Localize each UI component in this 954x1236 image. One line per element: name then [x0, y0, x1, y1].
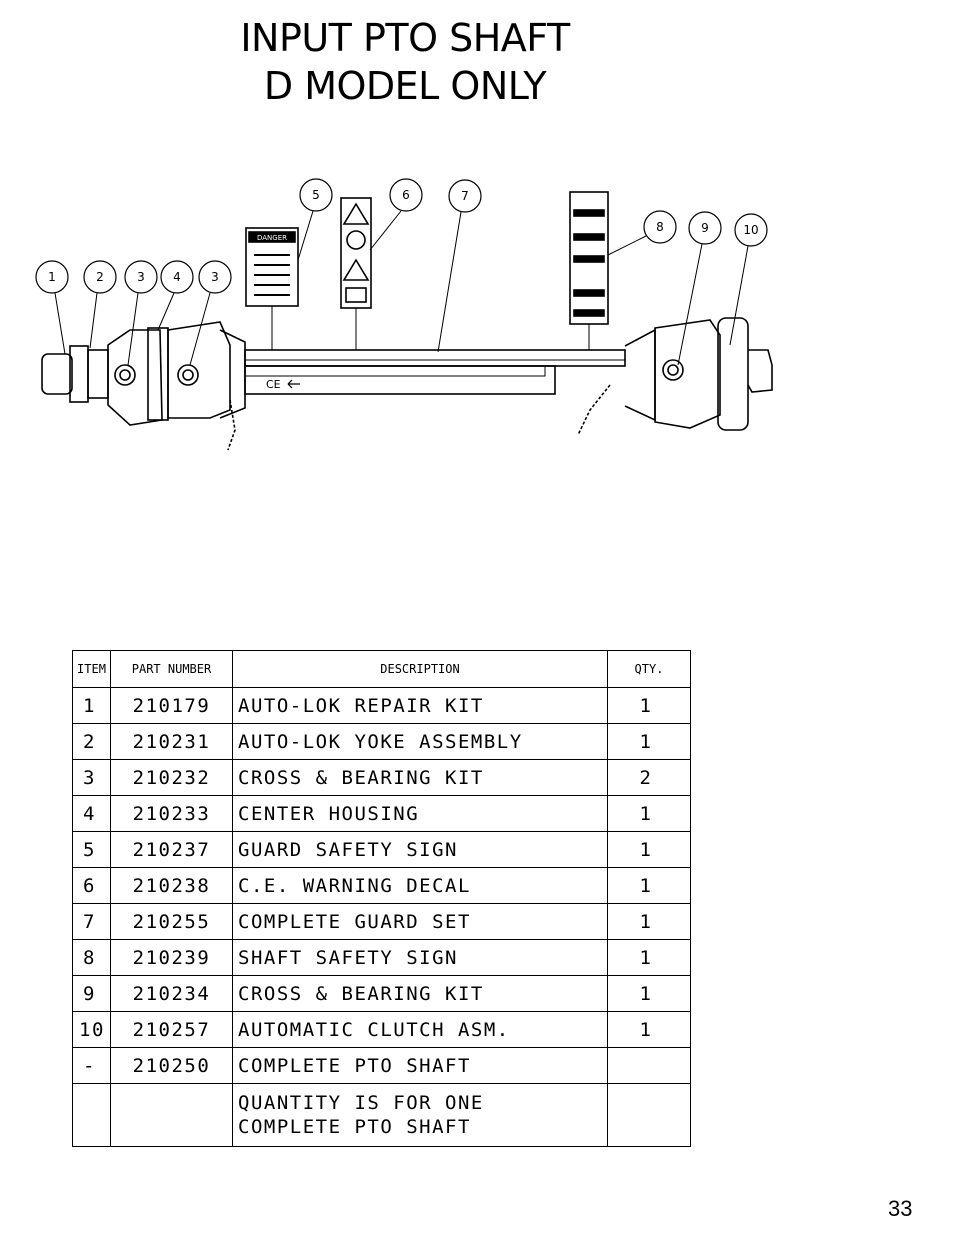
item-cell: 4 [73, 796, 111, 832]
part-number-cell: 210231 [111, 724, 233, 760]
svg-text:CE: CE [266, 378, 281, 391]
table-row [73, 796, 691, 832]
part-number-cell: 210257 [111, 1012, 233, 1048]
callout-7: 7 [461, 189, 469, 203]
qty-cell: 1 [608, 904, 691, 940]
item-cell: 6 [73, 868, 111, 904]
qty-cell: 1 [608, 796, 691, 832]
qty-cell: 1 [608, 688, 691, 724]
item-cell: 5 [73, 832, 111, 868]
sign-danger-label: DANGER [256, 234, 288, 242]
item-cell: 2 [73, 724, 111, 760]
part-number-cell: 210179 [111, 688, 233, 724]
part-number-cell: 210234 [111, 976, 233, 1012]
part-number-cell: 210232 [111, 760, 233, 796]
header-item: ITEM [73, 651, 111, 688]
table-row [73, 868, 691, 904]
qty-cell: 1 [608, 724, 691, 760]
callout-9: 9 [701, 221, 709, 235]
callout-6: 6 [402, 188, 410, 202]
item-cell: 10 [73, 1012, 111, 1048]
item-cell: 8 [73, 940, 111, 976]
callout-2: 2 [96, 270, 104, 284]
part-number-cell: 210255 [111, 904, 233, 940]
description-cell: AUTOMATIC CLUTCH ASM. [233, 1012, 608, 1048]
pto-shaft-drawing [30, 170, 810, 470]
part-number-cell: 210233 [111, 796, 233, 832]
header-part-number: PART NUMBER [111, 651, 233, 688]
description-cell: AUTO-LOK YOKE ASSEMBLY [233, 724, 608, 760]
part-number-cell: 210237 [111, 832, 233, 868]
callout-8: 8 [656, 220, 664, 234]
quantity-note-line-1: QUANTITY IS FOR ONE [238, 1092, 484, 1114]
description-cell: CENTER HOUSING [233, 796, 608, 832]
empty-qty-cell [608, 1084, 691, 1147]
callout-10: 10 [743, 223, 759, 237]
page-number: 33 [888, 1196, 913, 1221]
quantity-note-line-2: COMPLETE PTO SHAFT [238, 1116, 471, 1138]
qty-cell: 2 [608, 760, 691, 796]
table-row [73, 688, 691, 724]
table-row [73, 832, 691, 868]
table-row [73, 976, 691, 1012]
item-cell: - [73, 1048, 111, 1084]
callout-1: 1 [48, 270, 56, 284]
table-row [73, 940, 691, 976]
qty-cell [608, 1048, 691, 1084]
header-qty: QTY. [608, 651, 691, 688]
table-note-row [73, 1084, 691, 1147]
empty-part-cell [111, 1084, 233, 1147]
qty-cell: 1 [608, 1012, 691, 1048]
item-cell: 9 [73, 976, 111, 1012]
qty-cell: 1 [608, 976, 691, 1012]
empty-item-cell [73, 1084, 111, 1147]
page-title-line-1: INPUT PTO SHAFT [240, 16, 570, 60]
table-row [73, 724, 691, 760]
callout-4: 4 [173, 270, 181, 284]
table-header-row [73, 651, 691, 688]
quantity-note-cell [233, 1084, 608, 1147]
parts-table [72, 650, 691, 1147]
callout-3b: 3 [211, 270, 219, 284]
item-cell: 7 [73, 904, 111, 940]
description-cell: AUTO-LOK REPAIR KIT [233, 688, 608, 724]
autolok-collar [42, 354, 72, 394]
description-cell: CROSS & BEARING KIT [233, 976, 608, 1012]
item-cell: 1 [73, 688, 111, 724]
part-number-cell: 210239 [111, 940, 233, 976]
page-title-line-2: D MODEL ONLY [263, 64, 547, 108]
description-cell: CROSS & BEARING KIT [233, 760, 608, 796]
description-cell: COMPLETE GUARD SET [233, 904, 608, 940]
description-cell: SHAFT SAFETY SIGN [233, 940, 608, 976]
table-row [73, 760, 691, 796]
table-row [73, 1048, 691, 1084]
header-description: DESCRIPTION [233, 651, 608, 688]
item-cell: 3 [73, 760, 111, 796]
table-row [73, 904, 691, 940]
description-cell: C.E. WARNING DECAL [233, 868, 608, 904]
description-cell: GUARD SAFETY SIGN [233, 832, 608, 868]
automatic-clutch [718, 318, 748, 430]
qty-cell: 1 [608, 832, 691, 868]
qty-cell: 1 [608, 868, 691, 904]
part-number-cell: 210238 [111, 868, 233, 904]
qty-cell: 1 [608, 940, 691, 976]
callout-3: 3 [137, 270, 145, 284]
description-cell: COMPLETE PTO SHAFT [233, 1048, 608, 1084]
part-number-cell: 210250 [111, 1048, 233, 1084]
callout-5: 5 [312, 188, 320, 202]
table-row [73, 1012, 691, 1048]
